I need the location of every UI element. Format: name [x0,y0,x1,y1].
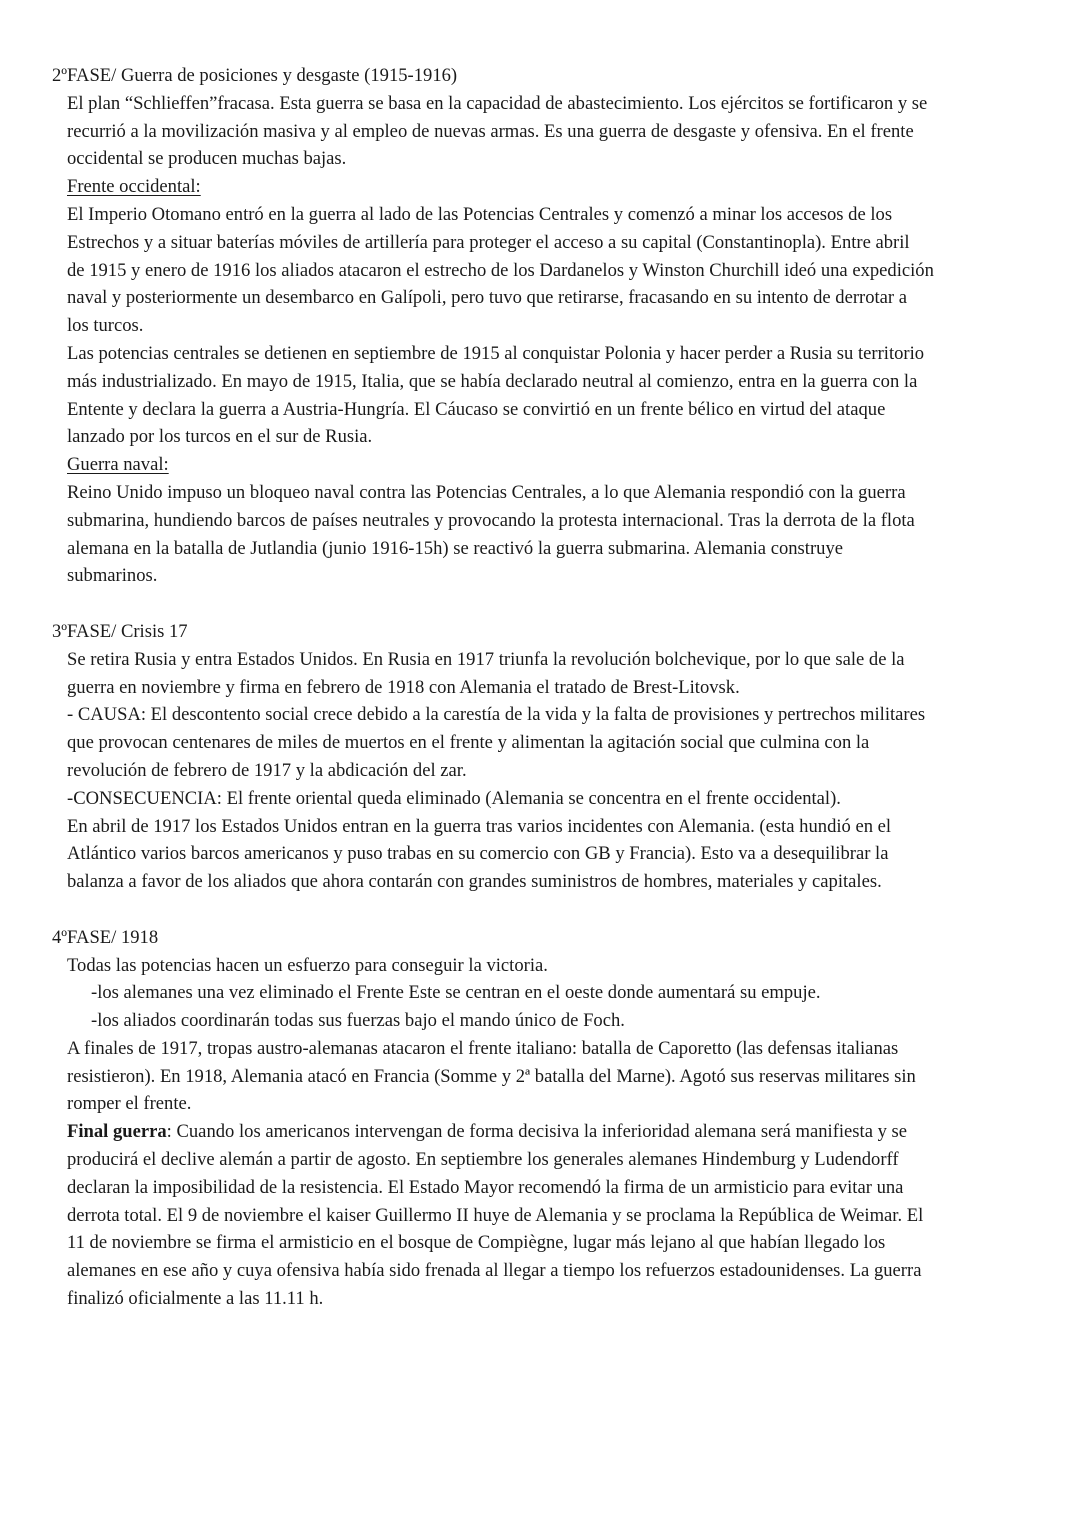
paragraph-frente-2 [0,340,1080,451]
text-line: producirá el declive alemán a partir de agosto. En septiembre los generales alemanes Hindemburg y Ludendorff [67,1149,899,1171]
list-item: -los aliados coordinarán todas sus fuerzas bajo el mando único de Foch. [91,1010,625,1032]
text-line: : Cuando los americanos intervengan de forma decisiva la inferioridad alemana será manifiesta y se [166,1121,908,1143]
final-guerra-label: Final guerra [67,1121,167,1143]
section-heading: 4ºFASE/ 1918 [52,926,159,948]
text-line: naval y posteriormente un desembarco en Galípoli, pero tuvo que retirarse, fracasando en su intento de derrotar a [67,287,908,309]
text-line: Las potencias centrales se detienen en septiembre de 1915 al conquistar Polonia y hacer perder a Rusia su territorio [67,342,925,364]
text-line: los turcos. [67,315,144,337]
paragraph-consecuencia: -CONSECUENCIA: El frente oriental queda eliminado (Alemania se concentra en el frente occidental). [67,787,841,809]
paragraph-fase4-1: Todas las potencias hacen un esfuerzo para conseguir la victoria. [67,954,548,976]
text-line: declaran la imposibilidad de la resistencia. El Estado Mayor recomendó la firma de un armisticio para evitar una [67,1176,904,1198]
text-line: submarina, hundiendo barcos de países neutrales y provocando la protesta internacional. Tras la derrota de la flota [67,509,915,531]
text-line: submarinos. [67,565,158,587]
text-line: Entente y declara la guerra a Austria-Hungría. El Cáucaso se convirtió en un frente bélico en virtud del ataque [67,398,886,420]
text-line: resistieron). En 1918, Alemania atacó en Francia (Somme y 2ª batalla del Marne). Agotó sus reservas militares sin [67,1065,916,1087]
text-line: que provocan centenares de miles de muertos en el frente y alimentan la agitación social que culmina con la [67,732,870,754]
section-heading: 3ºFASE/ Crisis 17 [52,620,188,642]
paragraph-fase3-2 [0,813,1080,896]
paragraph-fase4-2 [0,1035,1080,1118]
text-line: recurrió a la movilización masiva y al empleo de nuevas armas. Es una guerra de desgaste y ofensiva. En el frente [67,120,914,142]
section-fase-2 [0,62,1080,590]
section-fase-4 [0,924,1080,1313]
text-line: guerra en noviembre y firma en febrero de 1918 con Alemania el tratado de Brest-Litovsk. [67,676,740,698]
text-line: romper el frente. [67,1093,192,1115]
text-line: de 1915 y enero de 1916 los aliados atacaron el estrecho de los Dardanelos y Winston Churchill ideó una expedición [67,259,934,281]
list-item: -los alemanes una vez eliminado el Frente Este se centran en el oeste donde aumentará su empuje. [91,982,821,1004]
paragraph-causa [0,701,1080,784]
paragraph-fase3-1 [0,646,1080,702]
text-line: El Imperio Otomano entró en la guerra al lado de las Potencias Centrales y comenzó a minar los accesos de los [67,203,893,225]
paragraph-intro [0,90,1080,173]
text-line: lanzado por los turcos en el sur de Rusia. [67,426,373,448]
text-line: finalizó oficialmente a las 11.11 h. [67,1288,324,1310]
text-line: balanza a favor de los aliados que ahora contarán con grandes suministros de hombres, materiales y capitales. [67,871,882,893]
section-fase-3 [0,618,1080,896]
document-page [0,62,1080,1313]
text-line: Reino Unido impuso un bloqueo naval contra las Potencias Centrales, a lo que Alemania respondió con la guerra [67,481,906,503]
text-line: revolución de febrero de 1917 y la abdicación del zar. [67,759,467,781]
paragraph-final-guerra [0,1118,1080,1313]
text-line: Atlántico varios barcos americanos y puso trabas en su comercio con GB y Francia). Esto va a desequilibrar la [67,843,889,865]
text-line: derrota total. El 9 de noviembre el kaiser Guillermo II huye de Alemania y se proclama la República de Weimar. El [67,1204,924,1226]
text-line: Se retira Rusia y entra Estados Unidos. En Rusia en 1917 triunfa la revolución bolchevique, por lo que sale de la [67,648,905,670]
subheading-guerra-naval: Guerra naval: [67,454,169,476]
text-line: El plan “Schlieffen”fracasa. Esta guerra se basa en la capacidad de abastecimiento. Los ejércitos se fortificaron y se [67,92,928,114]
paragraph-frente-1 [0,201,1080,340]
text-line: En abril de 1917 los Estados Unidos entran en la guerra tras varios incidentes con Alemania. (esta hundió en el [67,815,892,837]
text-line: A finales de 1917, tropas austro-alemanas atacaron el frente italiano: batalla de Caporetto (las defensas italianas [67,1037,899,1059]
text-line: - CAUSA: El descontento social crece debido a la carestía de la vida y la falta de provisiones y pertrechos militares [67,704,926,726]
text-line: Estrechos y a situar baterías móviles de artillería para proteger el acceso a su capital (Constantinopla). Entre abril [67,231,910,253]
section-heading: 2ºFASE/ Guerra de posiciones y desgaste (1915-1916) [52,65,458,86]
text-line: alemana en la batalla de Jutlandia (junio 1916-15h) se reactivó la guerra submarina. Alemania construye [67,537,843,559]
text-line: más industrializado. En mayo de 1915, Italia, que se había declarado neutral al comienzo, entra en la guerra con la [67,370,918,392]
text-line: alemanes en ese año y cuya ofensiva había sido frenada al llegar a tiempo los refuerzos estadounidenses. La guerra [67,1260,922,1282]
paragraph-naval [0,479,1080,590]
subheading-frente-occidental: Frente occidental: [67,176,201,198]
text-line: occidental se producen muchas bajas. [67,148,347,170]
text-line: 11 de noviembre se firma el armisticio en el bosque de Compiègne, lugar más lejano al que habían llegado los [67,1232,886,1254]
